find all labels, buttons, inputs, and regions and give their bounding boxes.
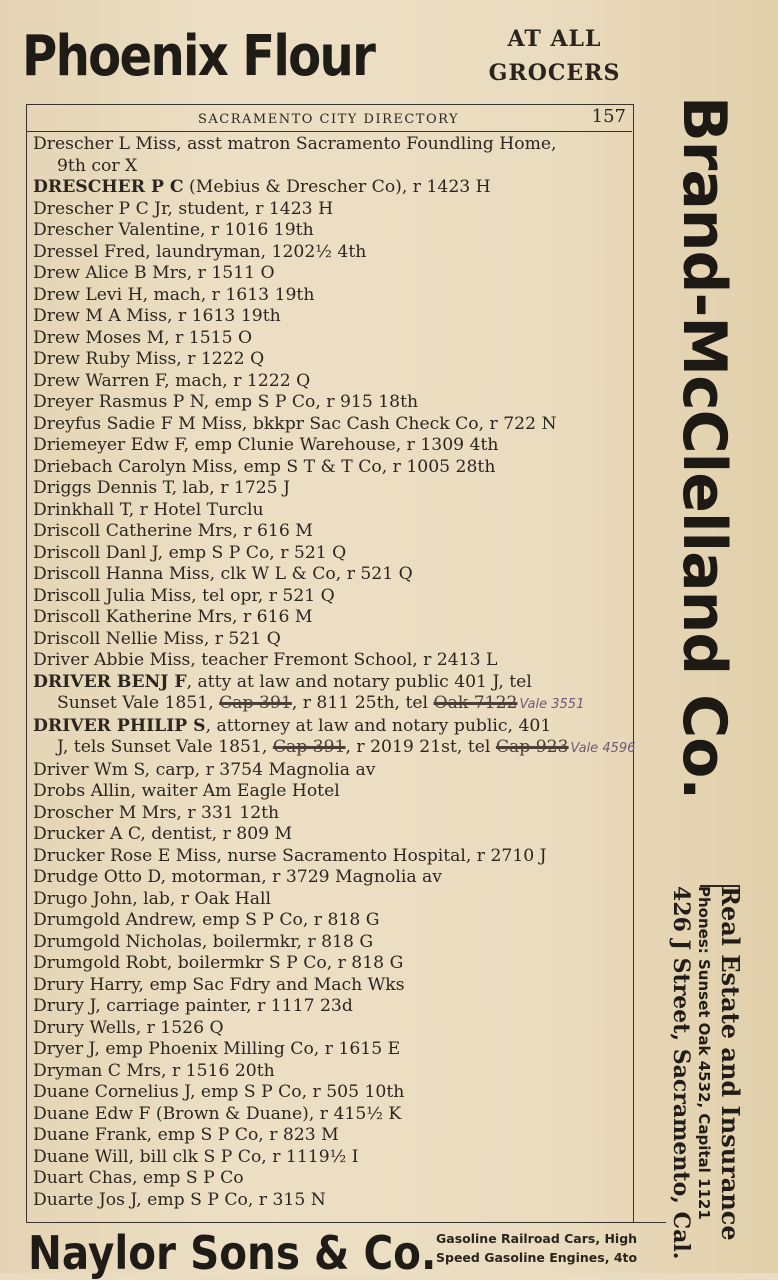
side-ad-line2: Phones: Sunset Oak 4532, Capital 1121 — [695, 886, 713, 1220]
directory-entry — [33, 1018, 633, 1040]
bottom-advertisement — [26, 1222, 666, 1280]
entry-text: Driemeyer Edw F, emp Clunie Warehouse, r 1309 4th — [33, 435, 499, 455]
directory-entry — [33, 846, 633, 868]
directory-entry — [33, 1061, 633, 1083]
directory-entry — [33, 781, 633, 803]
directory-entry — [33, 953, 633, 975]
bottom-ad-tag-line1: Gasoline Railroad Cars, High — [436, 1231, 638, 1246]
entry-text: , atty at law and notary public 401 J, tel — [186, 671, 532, 692]
bottom-ad-tag-line2: Speed Gasoline Engines, 4to — [436, 1250, 638, 1265]
directory-entry — [33, 650, 633, 672]
entry-name-bold: DRESCHER P C — [33, 177, 184, 197]
directory-entry — [33, 1147, 633, 1169]
entry-text: Drescher Valentine, r 1016 19th — [33, 220, 314, 240]
directory-entry — [33, 177, 633, 199]
entry-text: Drury Harry, emp Sac Fdry and Mach Wks — [33, 974, 405, 995]
entry-text: Duart Chas, emp S P Co — [33, 1168, 244, 1188]
entry-text: , attorney at law and notary public, 401 — [205, 715, 552, 736]
directory-entry — [33, 199, 633, 221]
entry-text: Driscoll Julia Miss, tel opr, r 521 Q — [33, 585, 335, 606]
directory-entry — [33, 1039, 633, 1061]
directory-entry — [33, 306, 633, 328]
entry-text: Drumgold Nicholas, boilermkr, r 818 G — [33, 931, 374, 952]
entry-text: Driver Abbie Miss, teacher Fremont School, r 2413 L — [33, 650, 498, 670]
directory-entry — [33, 867, 633, 889]
entry-text: Driscoll Hanna Miss, clk W L & Co, r 521 Q — [33, 564, 413, 584]
entry-text: Driggs Dennis T, lab, r 1725 J — [33, 478, 290, 498]
entry-text: Duane Will, bill clk S P Co, r 1119½ I — [33, 1146, 359, 1167]
directory-entry — [33, 285, 633, 307]
entry-continuation — [33, 693, 633, 716]
directory-entry — [33, 629, 633, 651]
entry-text: Drucker Rose E Miss, nurse Sacramento Hospital, r 2710 J — [33, 845, 547, 866]
directory-entry — [33, 349, 633, 371]
entry-text: Droscher M Mrs, r 331 12th — [33, 802, 280, 823]
directory-entry — [33, 1104, 633, 1126]
directory-entry — [33, 543, 633, 565]
side-ad-line3: 426 J Street, Sacramento, Cal. — [668, 886, 694, 1260]
entry-text: Duane Edw F (Brown & Duane), r 415½ K — [33, 1103, 402, 1124]
top-advertisement — [22, 18, 637, 94]
directory-entry — [33, 392, 633, 414]
side-ad-brand: Brand-McClelland Co. — [669, 96, 739, 800]
entry-text: Duane Cornelius J, emp S P Co, r 505 10th — [33, 1082, 405, 1102]
entry-text: Dreyfus Sadie F M Miss, bkkpr Sac Cash Check Co, r 722 N — [33, 413, 557, 434]
directory-entry — [33, 1125, 633, 1147]
entry-text: (Mebius & Drescher Co), r 1423 H — [183, 177, 491, 197]
entry-name-bold: DRIVER PHILIP S — [33, 715, 206, 736]
entry-continuation — [33, 737, 636, 760]
top-ad-tag-line2: GROCERS — [488, 60, 621, 86]
handwritten-annotation: Vale 4596 — [570, 741, 636, 756]
entry-name-bold: DRIVER BENJ F — [33, 671, 187, 692]
directory-entry — [33, 672, 633, 694]
struck-out-number: Cap 923 — [495, 737, 569, 757]
entry-text: Dreyer Rasmus P N, emp S P Co, r 915 18th — [33, 392, 419, 412]
entry-text: Drugo John, lab, r Oak Hall — [33, 888, 271, 909]
directory-entry — [33, 1190, 633, 1212]
entry-text: Drucker A C, dentist, r 809 M — [33, 824, 293, 844]
entry-text: Drew Levi H, mach, r 1613 19th — [33, 284, 315, 305]
directory-entry — [33, 760, 633, 782]
entry-text: , r 811 25th, tel — [291, 693, 434, 713]
directory-entry — [33, 564, 633, 586]
directory-entry — [33, 586, 633, 608]
directory-entry — [33, 996, 633, 1018]
directory-entry — [33, 889, 633, 911]
entry-text: Drew Moses M, r 1515 O — [33, 327, 253, 348]
directory-entry — [33, 478, 633, 500]
directory-entry — [33, 975, 633, 997]
entry-text: Drew M A Miss, r 1613 19th — [33, 306, 281, 326]
side-advertisement — [640, 96, 750, 1260]
entry-text: J, tels Sunset Vale 1851, — [57, 737, 273, 757]
side-ad-divider — [700, 885, 740, 887]
entry-text: Drudge Otto D, motorman, r 3729 Magnolia av — [33, 867, 442, 887]
directory-entry — [33, 803, 633, 825]
entry-text: Driver Wm S, carp, r 3754 Magnolia av — [33, 759, 376, 780]
directory-entry — [33, 134, 633, 156]
entry-text: Driscoll Danl J, emp S P Co, r 521 Q — [33, 542, 347, 563]
directory-entry — [33, 716, 633, 738]
entry-text: Dryer J, emp Phoenix Milling Co, r 1615 E — [33, 1039, 401, 1059]
entry-text: Drumgold Robt, boilermkr S P Co, r 818 G — [33, 953, 404, 973]
bottom-ad-tagline — [436, 1229, 664, 1267]
directory-entry — [33, 263, 633, 285]
entry-text: Dressel Fred, laundryman, 1202½ 4th — [33, 241, 367, 262]
directory-entry — [33, 328, 633, 350]
entry-text: Driscoll Katherine Mrs, r 616 M — [33, 607, 313, 627]
struck-out-number: Cap 391 — [219, 693, 292, 713]
handwritten-annotation: Vale 3551 — [519, 697, 585, 712]
directory-entry — [33, 371, 633, 393]
directory-entry — [33, 435, 633, 457]
entry-continuation — [33, 156, 633, 178]
entry-text: Sunset Vale 1851, — [57, 693, 220, 713]
directory-entry — [33, 932, 633, 954]
side-ad-line1: Real Estate and Insurance — [716, 886, 745, 1241]
directory-entry — [33, 220, 633, 242]
directory-entry — [33, 910, 633, 932]
entry-text: Dryman C Mrs, r 1516 20th — [33, 1060, 275, 1081]
directory-entry — [33, 500, 633, 522]
directory-entry — [33, 1168, 633, 1190]
entry-text: Duane Frank, emp S P Co, r 823 M — [33, 1125, 339, 1145]
entry-text: Driscoll Catherine Mrs, r 616 M — [33, 521, 313, 541]
entry-text: Drobs Allin, waiter Am Eagle Hotel — [33, 781, 340, 801]
entry-text: Drinkhall T, r Hotel Turclu — [33, 499, 264, 520]
header-divider — [26, 131, 632, 132]
entry-text: , r 2019 21st, tel — [345, 737, 496, 757]
top-ad-tagline — [472, 22, 637, 90]
entry-text: Drury J, carriage painter, r 1117 23d — [33, 996, 353, 1016]
directory-entry — [33, 521, 633, 543]
entry-text: Drew Alice B Mrs, r 1511 O — [33, 263, 275, 283]
struck-out-number: Cap 391 — [272, 737, 346, 757]
top-ad-brand: Phoenix Flour — [22, 24, 375, 89]
page-header — [26, 104, 632, 132]
entry-text: Drescher P C Jr, student, r 1423 H — [33, 198, 334, 219]
page-number: 157 — [591, 106, 626, 127]
bottom-ad-brand: Naylor Sons & Co. — [28, 1226, 437, 1280]
entry-text: Drew Warren F, mach, r 1222 Q — [33, 370, 311, 391]
directory-entry — [33, 242, 633, 264]
entry-text: Driebach Carolyn Miss, emp S T & T Co, r 1005 28th — [33, 456, 496, 477]
entry-text: Duarte Jos J, emp S P Co, r 315 N — [33, 1189, 326, 1210]
entry-text: Drew Ruby Miss, r 1222 Q — [33, 349, 265, 369]
directory-entry — [33, 1082, 633, 1104]
directory-entry — [33, 607, 633, 629]
directory-entry — [33, 824, 633, 846]
entry-text: Driscoll Nellie Miss, r 521 Q — [33, 628, 281, 649]
page-header-title: SACRAMENTO CITY DIRECTORY — [198, 112, 460, 127]
directory-entry — [33, 457, 633, 479]
entry-text: Drescher L Miss, asst matron Sacramento Foundling Home, — [33, 134, 557, 154]
entry-text: Drumgold Andrew, emp S P Co, r 818 G — [33, 910, 380, 930]
entry-text: Drury Wells, r 1526 Q — [33, 1017, 224, 1038]
directory-listing — [33, 134, 636, 1211]
struck-out-number: Oak 7122 — [433, 693, 518, 713]
top-ad-tag-line1: AT ALL — [507, 26, 602, 52]
directory-entry — [33, 414, 633, 436]
entry-text: 9th cor X — [57, 155, 138, 176]
